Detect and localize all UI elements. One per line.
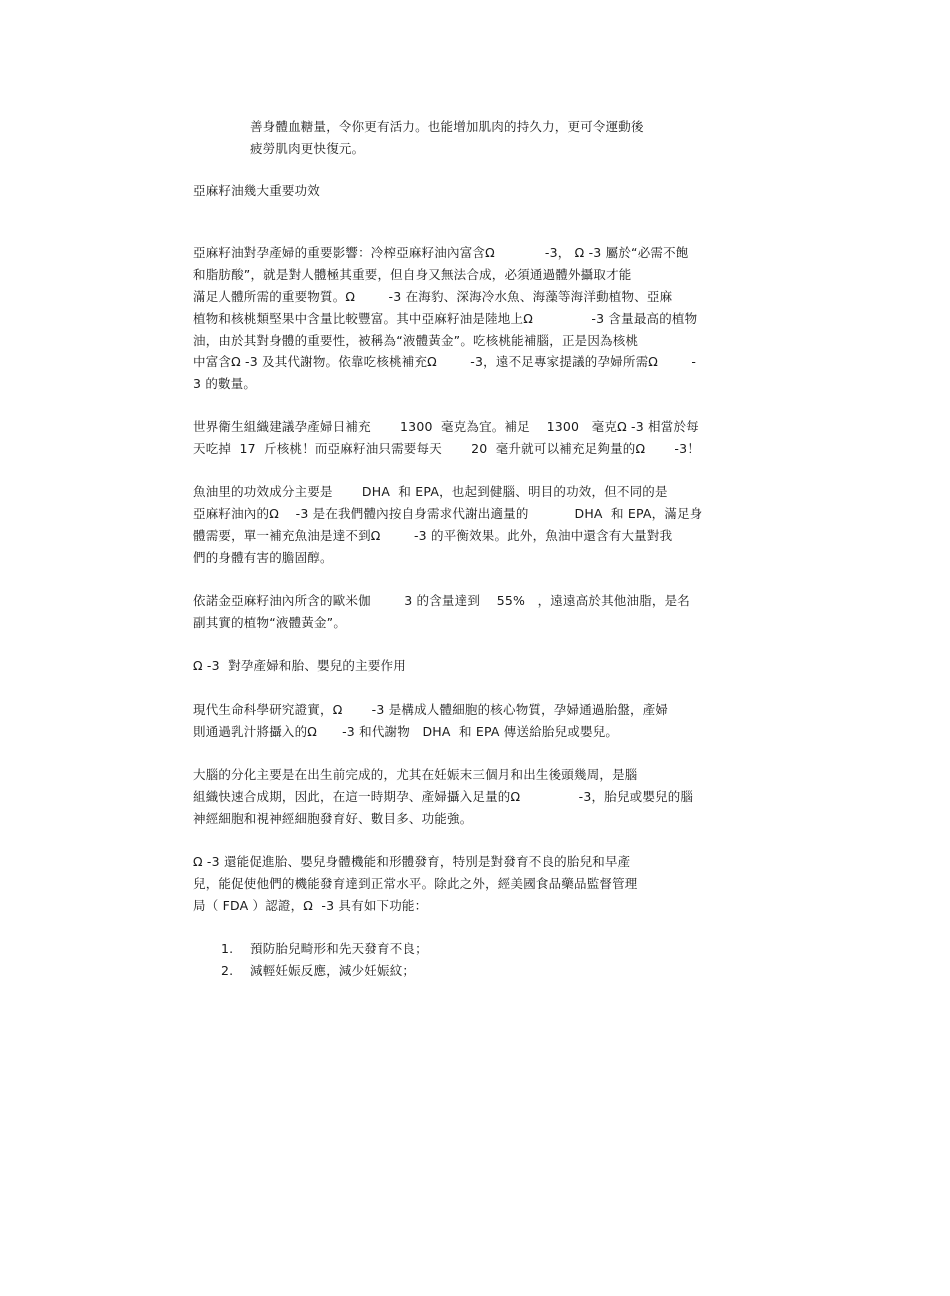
paragraph7-line-3: 局（ FDA ）認證，Ω -3 具有如下功能： [193, 898, 428, 913]
paragraph2-line-1: 世界衛生組織建議孕產婦日補充 1300 毫克為宜。補足 1300 毫克Ω -3 相當於每 [193, 419, 699, 434]
paragraph3-line-3: 體需要，單一補充魚油是達不到Ω -3 的平衡效果。此外，魚油中還含有大量對我 [193, 528, 673, 543]
list-item: 減輕妊娠反應，減少妊娠紋； [250, 963, 416, 978]
paragraph1-line-3: 滿足人體所需的重要物質。Ω -3 在海豹、深海冷水魚、海藻等海洋動植物、亞麻 [193, 289, 673, 304]
paragraph3-line-4: 們的身體有害的膽固醇。 [193, 550, 333, 565]
paragraph1-line-4: 植物和核桃類堅果中含量比較豐富。其中亞麻籽油是陸地上Ω -3 含量最高的植物 [193, 311, 698, 326]
paragraph2-line-2: 天吃掉 17 斤核桃！而亞麻籽油只需要每天 20 毫升就可以補充足夠量的Ω -3！ [193, 441, 700, 456]
paragraph3-line-1: 魚油里的功效成分主要是 DHA 和 EPA，也起到健腦、明目的功效，但不同的是 [193, 484, 668, 499]
continuation-line-2: 疲勞肌肉更快復元。 [250, 141, 365, 156]
subheading: Ω -3 對孕產婦和胎、嬰兒的主要作用 [193, 658, 406, 673]
paragraph7-line-2: 兒，能促使他們的機能發育達到正常水平。除此之外，經美國食品藥品監督管理 [193, 876, 638, 891]
paragraph6-line-1: 大腦的分化主要是在出生前完成的，尤其在妊娠末三個月和出生後頭幾周，是腦 [193, 767, 638, 782]
continuation-line-1: 善身體血糖量，令你更有活力。也能增加肌肉的持久力，更可令運動後 [250, 119, 644, 134]
list-item-number: 2. [221, 963, 234, 978]
paragraph4-line-1: 依諾金亞麻籽油內所含的歐米伽 3 的含量達到 55% ，遠遠高於其他油脂，是名 [193, 593, 691, 608]
paragraph4-line-2: 副其實的植物“液體黃金”。 [193, 615, 347, 630]
paragraph1-line-6: 中富含Ω -3 及其代謝物。依靠吃核桃補充Ω -3，遠不足專家提議的孕婦所需Ω - [193, 354, 697, 369]
paragraph6-line-2: 組織快速合成期，因此，在這一時期孕、產婦攝入足量的Ω -3，胎兒或嬰兒的腦 [193, 789, 694, 804]
paragraph3-line-2: 亞麻籽油內的Ω -3 是在我們體內按自身需求代謝出適量的 DHA 和 EPA，滿足身 [193, 506, 703, 521]
list-item: 預防胎兒畸形和先天發育不良； [250, 941, 428, 956]
paragraph1-line-5: 油，由於其對身體的重要性，被稱為“液體黃金”。吃核桃能補腦，正是因為核桃 [193, 333, 639, 348]
paragraph6-line-3: 神經細胞和視神經細胞發育好、數目多、功能強。 [193, 811, 473, 826]
list-item-number: 1. [221, 941, 234, 956]
paragraph7-line-1: Ω -3 還能促進胎、嬰兒身體機能和形體發育，特別是對發育不良的胎兒和早產 [193, 854, 631, 869]
paragraph5-line-2: 則通過乳汁將攝入的Ω -3 和代謝物 DHA 和 EPA 傳送給胎兒或嬰兒。 [193, 724, 619, 739]
paragraph1-line-7: 3 的數量。 [193, 376, 257, 391]
paragraph5-line-1: 現代生命科學研究證實，Ω -3 是構成人體細胞的核心物質，孕婦通過胎盤，產婦 [193, 702, 669, 717]
section-title: 亞麻籽油幾大重要功效 [193, 183, 321, 198]
paragraph1-line-2: 和脂肪酸”，就是對人體極其重要，但自身又無法合成，必須通過體外攝取才能 [193, 267, 632, 282]
paragraph1-line-1: 亞麻籽油對孕產婦的重要影響：冷榨亞麻籽油內富含Ω -3， Ω -3 屬於“必需不飽 [193, 245, 689, 260]
